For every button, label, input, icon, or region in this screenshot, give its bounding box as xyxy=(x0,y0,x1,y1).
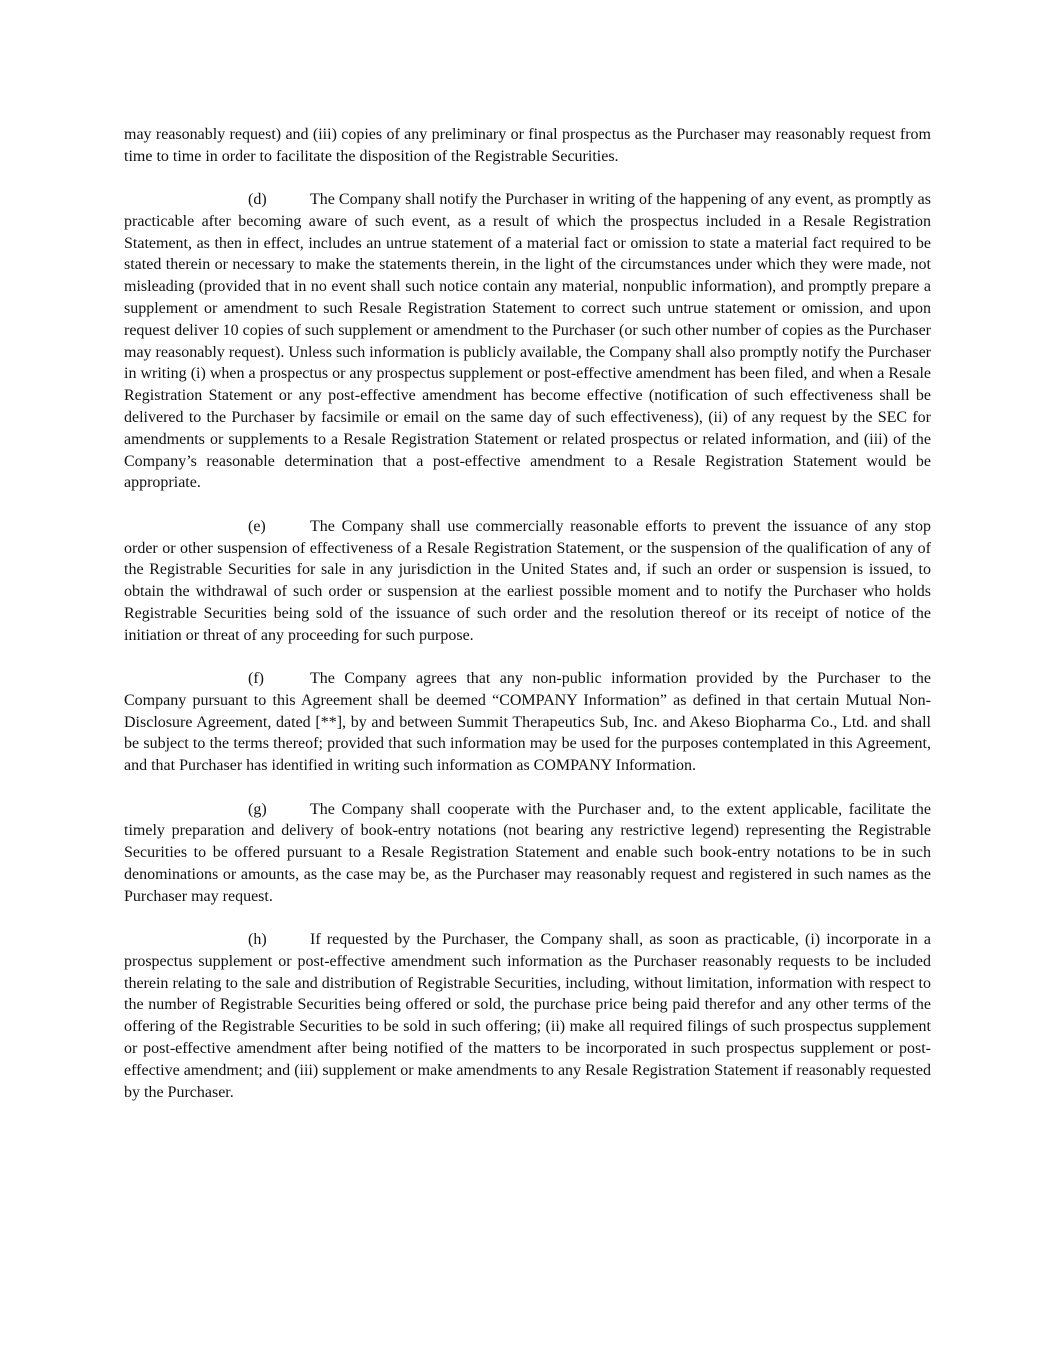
paragraph-text: If requested by the Purchaser, the Company shall, as soon as practicable, (i) incorporate in a prospectus supplement or post-effective amendment such information as the Purchaser reasonably requests to be included therein relating to the sale and distribution of Registrable Securities, including, without limitation, information with respect to the number of Registrable Securities being offered or sold, the purchase price being paid therefor and any other terms of the offering of the Registrable Securities to be sold in such offering; (ii) make all required filings of such prospectus supplement or post-effective amendment after being notified of the matters to be incorporated in such prospectus supplement or post-effective amendment; and (iii) supplement or make amendments to any Resale Registration Statement if reasonably requested by the Purchaser. xyxy=(124,931,931,1101)
paragraph-label: (f) xyxy=(248,670,264,688)
paragraph-h xyxy=(124,929,931,1103)
paragraph-continuation xyxy=(124,124,931,168)
document-page xyxy=(124,124,931,1125)
paragraph-d xyxy=(124,189,931,494)
paragraph-label: (h) xyxy=(248,931,267,948)
paragraph-label: (e) xyxy=(248,517,266,535)
paragraph-text: The Company agrees that any non-public information provided by the Purchaser to the Company pursuant to this Agreement shall be deemed “COMPANY Information” as defined in that certain Mutual Non-Disclosure Agreement, dated [**], by and between Summit Therapeutics Sub, Inc. and Akeso Biopharma Co., Ltd. and shall be subject to the terms thereof; provided that such information may be used for the purposes contemplated in this Agreement, and that Purchaser has identified in writing such information as COMPANY Information. xyxy=(124,670,931,775)
paragraph-text: The Company shall use commercially reasonable efforts to prevent the issuance of any stop order or other suspension of effectiveness of a Resale Registration Statement, or the suspension of the qualification of any of the Registrable Securities for sale in any jurisdiction in the United States and, if such an order or suspension is issued, to obtain the withdrawal of such order or suspension at the earliest possible moment and to notify the Purchaser who holds Registrable Securities being sold of the issuance of such order and the resolution thereof or its receipt of notice of the initiation or threat of any proceeding for such purpose. xyxy=(124,517,931,644)
paragraph-text: may reasonably request) and (iii) copies of any preliminary or final prospectus as the Purchaser may reasonably request from time to time in order to facilitate the disposition of the Registrable Securities. xyxy=(124,126,931,165)
paragraph-text: The Company shall cooperate with the Purchaser and, to the extent applicable, facilitate the timely preparation and delivery of book-entry notations (not bearing any restrictive legend) representing the Registrable Securities to be offered pursuant to a Resale Registration Statement and enable such book-entry notations to be in such denominations or amounts, as the case may be, as the Purchaser may reasonably request and registered in such names as the Purchaser may request. xyxy=(124,800,931,905)
paragraph-label: (d) xyxy=(248,191,267,209)
paragraph-label: (g) xyxy=(248,800,267,818)
paragraph-g xyxy=(124,799,931,908)
paragraph-f xyxy=(124,668,931,777)
paragraph-e xyxy=(124,516,931,647)
paragraph-text: The Company shall notify the Purchaser in writing of the happening of any event, as promptly as practicable after becoming aware of such event, as a result of which the prospectus included in a Resale Registration Statement, as then in effect, includes an untrue statement of a material fact or omission to state a material fact required to be stated therein or necessary to make the statements therein, in the light of the circumstances under which they were made, not misleading (provided that in no event shall such notice contain any material, nonpublic information), and promptly prepare a supplement or amendment to such Resale Registration Statement to correct such untrue statement or omission, and upon request deliver 10 copies of such supplement or amendment to the Purchaser (or such other number of copies as the Purchaser may reasonably request). Unless such information is publicly available, the Company shall also promptly notify the Purchaser in writing (i) when a prospectus or any prospectus supplement or post-effective amendment has been filed, and when a Resale Registration Statement or any post-effective amendment has become effective (notification of such effectiveness shall be delivered to the Purchaser by facsimile or email on the same day of such effectiveness), (ii) of any request by the SEC for amendments or supplements to a Resale Registration Statement or related prospectus or related information, and (iii) of the Company’s reasonable determination that a post-effective amendment to a Resale Registration Statement would be appropriate. xyxy=(124,191,931,492)
